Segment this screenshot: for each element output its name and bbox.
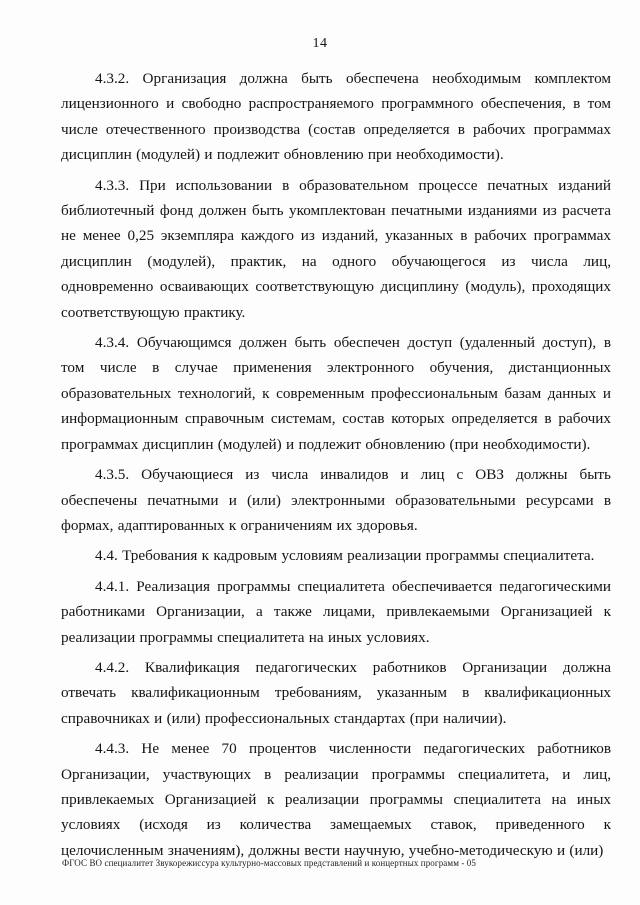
paragraph-4-3-5: 4.3.5. Обучающиеся из числа инвалидов и лиц с ОВЗ должны быть обеспечены печатными и (или) электронными образовательными ресурсами в формах, адаптированных к ограничениям их здоровья. — [61, 466, 611, 534]
paragraph-4-4-heading: 4.4. Требования к кадровым условиям реализации программы специалитета. — [95, 547, 595, 565]
paragraph-4-4-1: 4.4.1. Реализация программы специалитета обеспечивается педагогическими работниками Организации, а также лицами, привлекаемыми Организацией к реализации программы специалитета на иных условиях. — [61, 577, 611, 646]
paragraph-4-4-2: 4.4.2. Квалификация педагогических работников Организации должна отвечать квалификационным требованиям, указанным в квалификационных справочниках и (или) профессиональных стандартах (при наличии). — [61, 658, 611, 727]
paragraph-4-3-2: 4.3.2. Организация должна быть обеспечена необходимым комплектом лицензионного и свободно распространяемого программного обеспечения, в том числе отечественного производства (состав определяется в рабочих программах дисциплин (модулей) и подлежит обновлению при необходимости). — [61, 70, 611, 164]
footer-note: ФГОС ВО специалитет Звукорежиссура культурно-массовых представлений и концертных программ - 05 — [62, 858, 476, 868]
document-body — [61, 66, 611, 868]
paragraph-4-3-3: 4.3.3. При использовании в образовательном процессе печатных изданий библиотечный фонд должен быть укомплектован печатными изданиями из расчета не менее 0,25 экземпляра каждого из изданий, указанных в рабочих программах дисциплин (модулей), практик, на одного обучающегося из числа лиц, одновременно осваивающих соответствующую дисциплину (модуль), проходящих соответствующую практику. — [61, 176, 611, 321]
paragraph-4-3-4: 4.3.4. Обучающимся должен быть обеспечен доступ (удаленный доступ), в том числе в случае применения электронного обучения, дистанционных образовательных технологий, к современным профессиональным базам данных и информационным справочным системам, состав которых определяется в рабочих программах дисциплин (модулей) и подлежит обновлению (при необходимости). — [61, 334, 611, 453]
page-number: 14 — [312, 36, 328, 51]
paragraph-4-4-3: 4.4.3. Не менее 70 процентов численности педагогических работников Организации, участвующих в реализации программы специалитета, и лиц, привлекаемых Организацией к реализации программы специалитета на иных условиях (исходя из количества замещаемых ставок, приведенного к целочисленным значениям), должны вести научную, учебно-методическую и (или) — [61, 740, 611, 859]
